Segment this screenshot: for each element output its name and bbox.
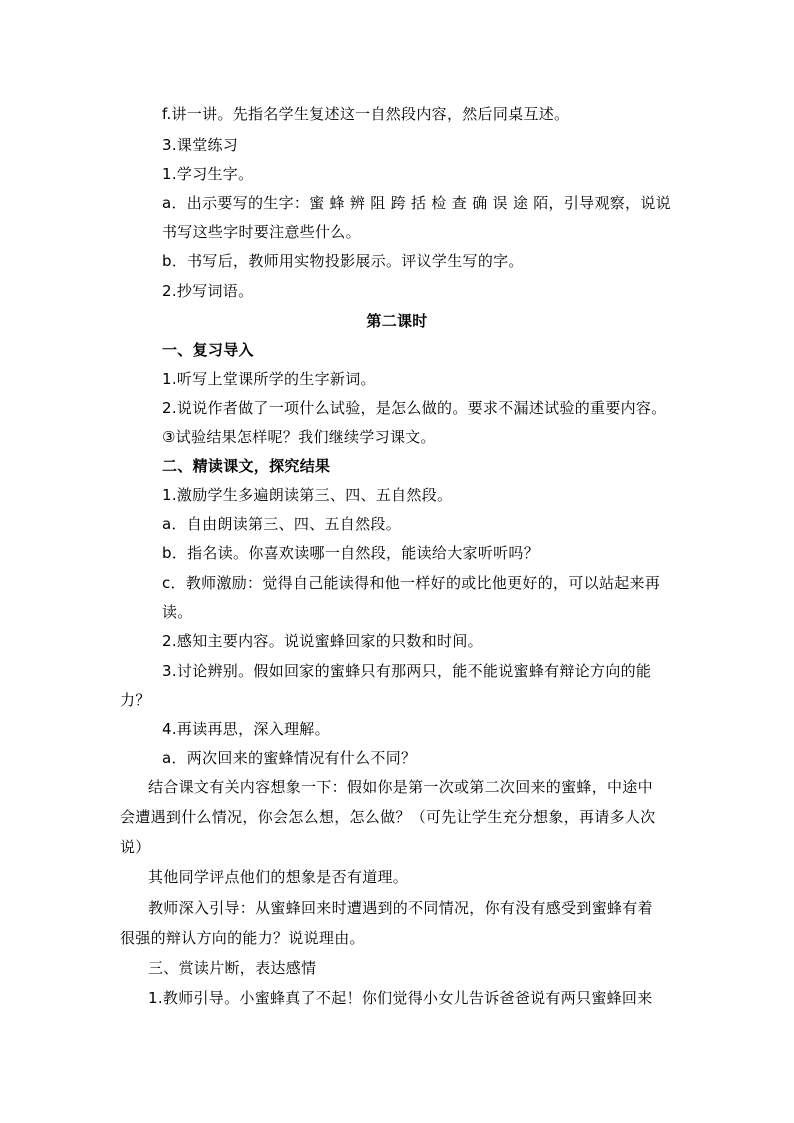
text-line: 1.听写上堂课所学的生字新词。 — [162, 370, 376, 388]
section-title: 第二课时 — [366, 312, 428, 330]
text-line: 3.讨论辨别。假如回家的蜜蜂只有那两只，能不能说蜜蜂有辩论方向的能 — [162, 662, 652, 680]
text-line: f.讲一讲。先指名学生复述这一自然段内容，然后同桌互述。 — [162, 105, 570, 123]
text-line: 1.教师引导。小蜜蜂真了不起！你们觉得小女儿告诉爸爸说有两只蜜蜂回来 — [148, 989, 653, 1007]
text-line: 2.说说作者做了一项什么试验，是怎么做的。要求不漏述试验的重要内容。 — [162, 399, 667, 417]
text-line: 教师深入引导：从蜜蜂回来时遭遇到的不同情况，你有没有感受到蜜蜂有着 — [148, 899, 653, 917]
text-line: 其他同学评点他们的想象是否有道理。 — [148, 868, 409, 886]
text-line: 3.课堂练习 — [162, 136, 239, 154]
text-line: 结合课文有关内容想象一下：假如你是第一次或第二次回来的蜜蜂，中途中 — [148, 778, 653, 796]
text-line: 力？ — [120, 691, 151, 709]
text-line: 1.激励学生多遍朗读第三、四、五自然段。 — [162, 486, 453, 504]
text-line: 会遭遇到什么情况，你会怎么想，怎么做？（可先让学生充分想象，再请多人次 — [120, 808, 656, 826]
text-line: a．出示要写的生字：蜜 蜂 辨 阻 跨 括 检 查 确 误 途 陌，引导观察，说说 — [162, 194, 671, 212]
text-line: 4.再读再思，深入理解。 — [162, 720, 330, 738]
text-line: a．两次回来的蜜蜂情况有什么不同？ — [162, 749, 417, 767]
text-line: 1.学习生字。 — [162, 165, 254, 183]
text-line: 读。 — [162, 603, 193, 621]
text-line: b．书写后，教师用实物投影展示。评议学生写的字。 — [162, 252, 524, 270]
text-line: 说） — [120, 838, 151, 856]
text-line: c．教师激励：觉得自己能读得和他一样好的或比他更好的，可以站起来再 — [162, 574, 661, 592]
text-line: b．指名读。你喜欢读哪一自然段，能读给大家听听吗？ — [162, 544, 540, 562]
section-heading: 二、精读课文，探究结果 — [162, 457, 331, 475]
text-line: a．自由朗读第三、四、五自然段。 — [162, 515, 401, 533]
text-line: 很强的辩认方向的能力？说说理由。 — [120, 929, 365, 947]
text-line: ③试验结果怎样呢？我们继续学习课文。 — [162, 428, 436, 446]
section-heading: 三、赏读片断，表达感情 — [148, 959, 317, 977]
text-line: 书写这些字时要注意些什么。 — [162, 223, 361, 241]
text-line: 2.抄写词语。 — [162, 282, 254, 300]
text-line: 2.感知主要内容。说说蜜蜂回家的只数和时间。 — [162, 632, 483, 650]
section-heading: 一、复习导入 — [162, 341, 254, 359]
